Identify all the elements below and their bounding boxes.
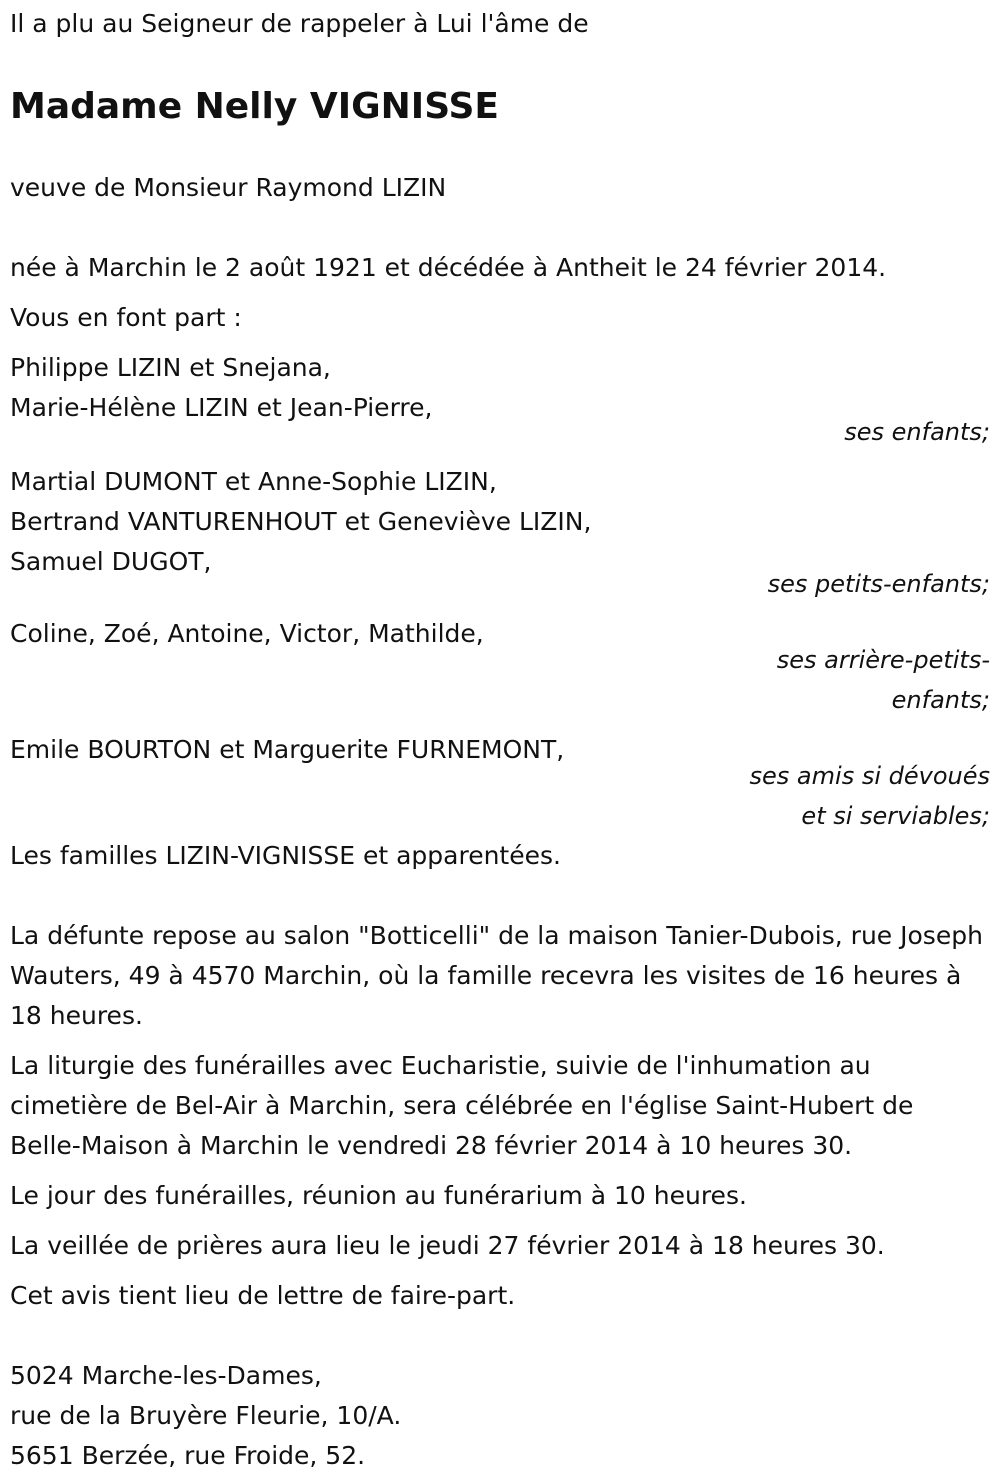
notice-note-line: Cet avis tient lieu de lettre de faire-part.: [10, 1281, 516, 1310]
family-name-line: Emile BOURTON et Marguerite FURNEMONT,: [10, 735, 565, 764]
deceased-name: Madame Nelly VIGNISSE: [10, 86, 500, 127]
relation-line: enfants;: [891, 686, 990, 714]
family-name-line: Coline, Zoé, Antoine, Victor, Mathilde,: [10, 619, 484, 648]
families-line: Les familles LIZIN-VIGNISSE et apparentées.: [10, 841, 561, 870]
family-name-line: Philippe LIZIN et Snejana,: [10, 353, 331, 382]
liturgy-paragraph: La liturgie des funérailles avec Eucharistie, suivie de l'inhumation au cimetière de Bel-Air à Marchin, sera célébrée en l'église Saint-Hubert de Belle-Maison à Marchin le vendredi 28 février 2014 à 10 heures 30.: [10, 1051, 914, 1160]
family-group-grandchildren: [10, 462, 990, 604]
relation-line: ses amis si dévoués: [749, 762, 990, 790]
relation-line: ses enfants;: [844, 418, 990, 446]
repose-paragraph: La défunte repose au salon "Botticelli" de la maison Tanier-Dubois, rue Joseph Wauters, 49 à 4570 Marchin, où la famille recevra les visites de 16 heures à 18 heures.: [10, 921, 983, 1030]
family-group-great-grandchildren: [10, 614, 990, 720]
family-name-line: Bertrand VANTURENHOUT et Geneviève LIZIN,: [10, 507, 592, 536]
announce-text: Vous en font part :: [10, 303, 242, 332]
family-group-children: [10, 348, 990, 452]
address-block: [10, 1356, 990, 1476]
intro-text: Il a plu au Seigneur de rappeler à Lui l'âme de: [10, 9, 589, 38]
family-name-line: Marie-Hélène LIZIN et Jean-Pierre,: [10, 393, 433, 422]
birth-death-text: née à Marchin le 2 août 1921 et décédée à Antheit le 24 février 2014.: [10, 253, 887, 282]
family-name-line: Samuel DUGOT,: [10, 547, 212, 576]
relation-line: ses petits-enfants;: [767, 570, 990, 598]
address-line: 5024 Marche-les-Dames,: [10, 1361, 322, 1390]
address-line: rue de la Bruyère Fleurie, 10/A.: [10, 1401, 402, 1430]
meeting-line: Le jour des funérailles, réunion au funérarium à 10 heures.: [10, 1181, 747, 1210]
relation-line: ses arrière-petits-: [776, 646, 990, 674]
widow-of-text: veuve de Monsieur Raymond LIZIN: [10, 173, 447, 202]
family-group-friends: [10, 730, 990, 836]
family-name-line: Martial DUMONT et Anne-Sophie LIZIN,: [10, 467, 497, 496]
vigil-line: La veillée de prières aura lieu le jeudi 27 février 2014 à 18 heures 30.: [10, 1231, 885, 1260]
relation-line: et si serviables;: [801, 802, 990, 830]
obituary-notice: [0, 4, 1000, 1470]
address-line: 5651 Berzée, rue Froide, 52.: [10, 1441, 366, 1470]
